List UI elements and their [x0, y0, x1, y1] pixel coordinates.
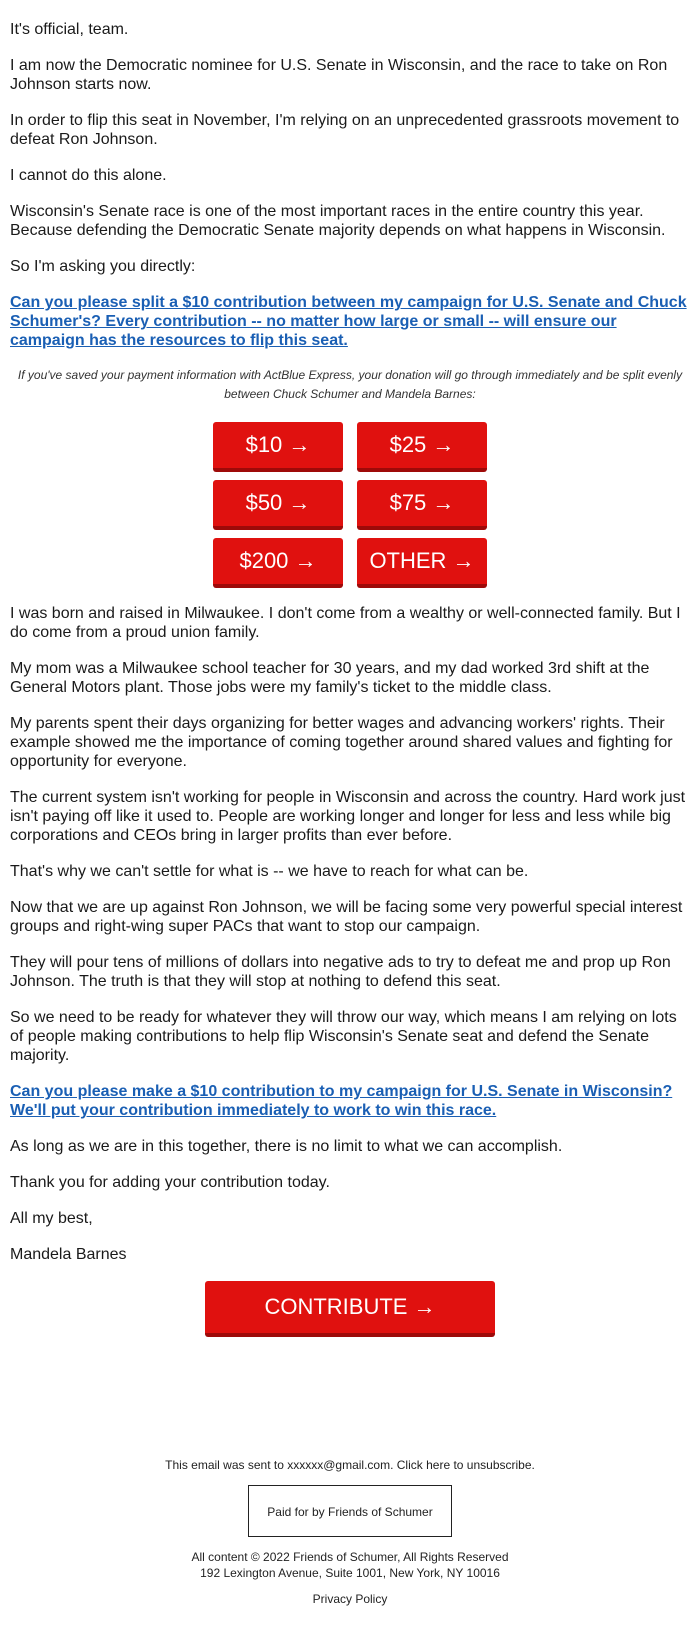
paid-for-box: Paid for by Friends of Schumer	[248, 1485, 452, 1537]
paragraph-not-alone: I cannot do this alone.	[10, 167, 167, 184]
paragraph-reach: That's why we can't settle for what is -- we have to reach for what can be.	[10, 863, 529, 880]
signoff: All my best,	[10, 1210, 93, 1227]
paragraph-current-system: The current system isn't working for people in Wisconsin and across the country. Hard work just isn't paying off like it used to. People are working longer and longer for less and less while big corporations and CEOs bring in larger profits than ever before.	[10, 789, 686, 844]
donate-other-button[interactable]: OTHER →	[357, 538, 487, 588]
paragraph-asking-directly: So I'm asking you directly:	[10, 258, 196, 275]
donate-200-button[interactable]: $200 →	[213, 538, 343, 588]
paragraph-milwaukee: I was born and raised in Milwaukee. I don't come from a wealthy or well-connected family. But I do come from a proud union family.	[10, 605, 681, 641]
paragraph-negative-ads: They will pour tens of millions of dollars into negative ads to try to defeat me and prop up Ron Johnson. The truth is that they will stop at nothing to defend this seat.	[10, 954, 671, 990]
email-footer	[10, 1457, 690, 1607]
donate-75-button[interactable]: $75 →	[357, 480, 487, 530]
paragraph-official: It's official, team.	[10, 21, 129, 38]
contribute-10-link[interactable]: Can you please make a $10 contribution to my campaign for U.S. Senate in Wisconsin? We'll put your contribution immediately to work to win this race.	[10, 1083, 673, 1119]
paragraph-be-ready: So we need to be ready for whatever they will throw our way, which means I am relying on lots of people making contributions to help flip Wisconsin's Senate seat and defend the Senate majority.	[10, 1009, 677, 1064]
actblue-disclaimer: If you've saved your payment information with ActBlue Express, your donation will go through immediately and be split evenly between Chuck Schumer and Mandela Barnes:	[17, 368, 683, 401]
mailing-address: 192 Lexington Avenue, Suite 1001, New York, NY 10016	[200, 1566, 500, 1580]
recipient-email: xxxxxx@gmail.com.	[287, 1458, 394, 1472]
donation-button-grid	[213, 422, 487, 588]
paragraph-important-race: Wisconsin's Senate race is one of the most important races in the entire country this year. Because defending the Democratic Senate majority depends on what happens in Wisconsin.	[10, 203, 666, 239]
sent-notice	[10, 1457, 690, 1473]
contribute-wrap	[10, 1281, 690, 1337]
contribute-button[interactable]: CONTRIBUTE →	[205, 1281, 495, 1337]
copyright: All content © 2022 Friends of Schumer, All Rights Reserved	[191, 1550, 509, 1564]
paragraph-nominee: I am now the Democratic nominee for U.S. Senate in Wisconsin, and the race to take on Ron Johnson starts now.	[10, 57, 668, 93]
paragraph-flip-seat: In order to flip this seat in November, I'm relying on an unprecedented grassroots movement to defeat Ron Johnson.	[10, 112, 680, 148]
signature: Mandela Barnes	[10, 1246, 127, 1263]
privacy-policy-link[interactable]: Privacy Policy	[312, 1592, 388, 1606]
paragraph-parents-jobs: My mom was a Milwaukee school teacher for 30 years, and my dad worked 3rd shift at the General Motors plant. Those jobs were my family's ticket to the middle class.	[10, 660, 650, 696]
paragraph-organizing: My parents spent their days organizing for better wages and advancing workers' rights. Their example showed me the importance of coming together around shared values and fighting for opportunity for everyone.	[10, 715, 673, 770]
split-contribution-link[interactable]: Can you please split a $10 contribution between my campaign for U.S. Senate and Chuck Schumer's? Every contribution -- no matter how large or small -- will ensure our campaign has the resources to flip this seat.	[10, 294, 687, 349]
donate-50-button[interactable]: $50 →	[213, 480, 343, 530]
legal-info	[10, 1549, 690, 1581]
paragraph-special-interests: Now that we are up against Ron Johnson, we will be facing some very powerful special interest groups and right-wing super PACs that want to stop our campaign.	[10, 899, 683, 935]
paragraph-thank-you: Thank you for adding your contribution today.	[10, 1174, 330, 1191]
sent-prefix: This email was sent to	[165, 1458, 284, 1472]
unsubscribe-link[interactable]: Click here to unsubscribe.	[396, 1458, 535, 1472]
paragraph-together: As long as we are in this together, there is no limit to what we can accomplish.	[10, 1138, 563, 1155]
donate-10-button[interactable]: $10 →	[213, 422, 343, 472]
donate-25-button[interactable]: $25 →	[357, 422, 487, 472]
